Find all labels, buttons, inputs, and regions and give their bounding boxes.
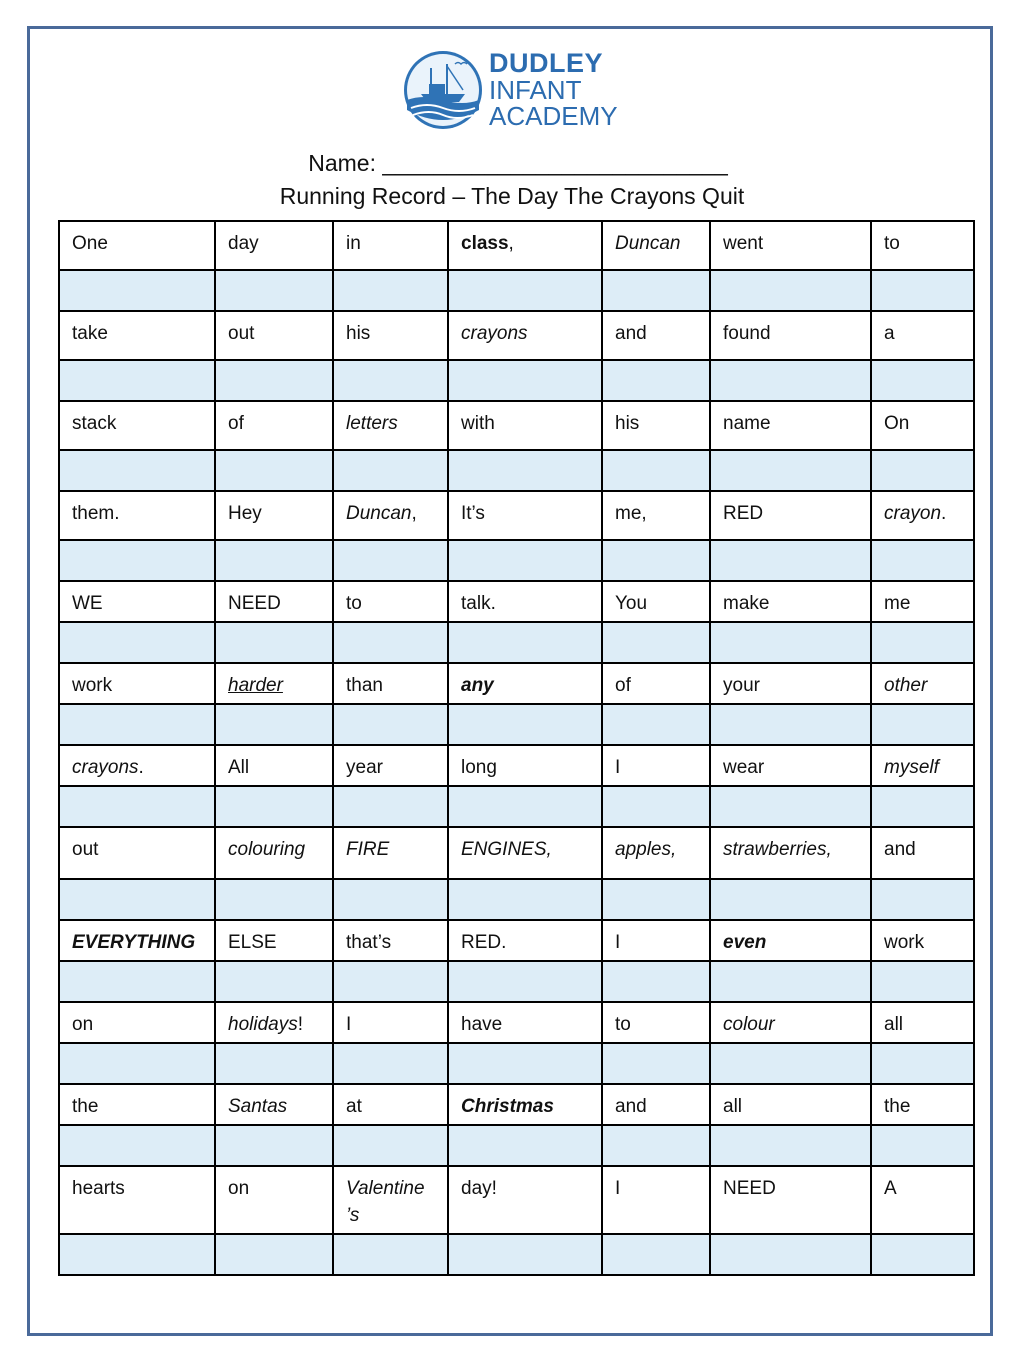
name-field-label: Name: ___________________________ — [308, 150, 728, 176]
word-text: FIRE — [346, 839, 390, 860]
recording-cell[interactable] — [215, 879, 333, 920]
word-cell — [215, 311, 333, 360]
word-text: that’s — [346, 932, 392, 953]
recording-cell[interactable] — [215, 1125, 333, 1166]
word-row — [59, 311, 974, 360]
recording-cell[interactable] — [59, 270, 215, 311]
word-text: holidays — [228, 1014, 298, 1035]
word-cell — [333, 920, 448, 961]
recording-cell[interactable] — [59, 1125, 215, 1166]
recording-cell[interactable] — [59, 786, 215, 827]
word-text: and — [615, 1096, 647, 1117]
recording-row — [59, 540, 974, 581]
word-cell — [333, 745, 448, 786]
word-cell — [215, 221, 333, 270]
word-text: went — [723, 233, 764, 254]
word-punctuation: ! — [297, 1014, 303, 1035]
word-row — [59, 827, 974, 879]
word-text: NEED — [723, 1178, 776, 1199]
word-cell — [59, 581, 215, 622]
word-text: the — [72, 1096, 99, 1117]
word-cell — [448, 1084, 602, 1125]
word-text: on — [228, 1178, 250, 1199]
recording-cell[interactable] — [448, 1043, 602, 1084]
recording-cell[interactable] — [59, 879, 215, 920]
word-cell — [448, 827, 602, 879]
logo-line-2: INFANT — [489, 75, 582, 105]
recording-cell[interactable] — [333, 961, 448, 1002]
recording-cell[interactable] — [215, 786, 333, 827]
word-cell — [871, 221, 974, 270]
recording-row — [59, 270, 974, 311]
recording-cell[interactable] — [448, 270, 602, 311]
recording-cell[interactable] — [710, 450, 871, 491]
word-text: at — [346, 1096, 362, 1117]
word-text: in — [346, 233, 361, 254]
word-row — [59, 581, 974, 622]
word-text: have — [461, 1014, 503, 1035]
page-title: Running Record – The Day The Crayons Quit — [279, 183, 745, 209]
recording-cell[interactable] — [215, 1234, 333, 1275]
word-text: on — [72, 1014, 94, 1035]
word-row — [59, 401, 974, 450]
word-text: I — [615, 1178, 621, 1199]
word-cell — [215, 920, 333, 961]
word-text: letters — [346, 413, 398, 434]
word-text: them. — [72, 503, 120, 524]
recording-row — [59, 360, 974, 401]
word-text: with — [461, 413, 495, 434]
recording-cell[interactable] — [215, 270, 333, 311]
word-row — [59, 1084, 974, 1125]
running-record-table — [58, 220, 975, 1276]
word-text: his — [615, 413, 640, 434]
word-text: WE — [72, 593, 103, 614]
word-text: I — [615, 932, 621, 953]
recording-cell[interactable] — [710, 622, 871, 663]
word-cell — [215, 1166, 333, 1234]
recording-cell[interactable] — [333, 270, 448, 311]
recording-cell[interactable] — [602, 450, 710, 491]
word-text: any — [461, 675, 494, 696]
word-text: out — [228, 323, 255, 344]
recording-cell[interactable] — [710, 879, 871, 920]
recording-cell[interactable] — [59, 1043, 215, 1084]
word-cell — [333, 221, 448, 270]
recording-cell[interactable] — [448, 704, 602, 745]
word-cell — [871, 663, 974, 704]
word-text: and — [884, 839, 916, 860]
word-cell — [59, 920, 215, 961]
word-cell — [602, 663, 710, 704]
word-text: make — [723, 593, 770, 614]
word-cell — [333, 827, 448, 879]
word-text: crayons — [461, 323, 528, 344]
logo-line-3: ACADEMY — [489, 101, 618, 131]
word-cell — [602, 221, 710, 270]
recording-cell[interactable] — [602, 879, 710, 920]
word-text: Duncan — [346, 503, 412, 524]
word-cell — [333, 1002, 448, 1043]
word-cell — [710, 1002, 871, 1043]
word-text: all — [723, 1096, 743, 1117]
recording-cell[interactable] — [871, 879, 974, 920]
word-row — [59, 221, 974, 270]
recording-row — [59, 1234, 974, 1275]
word-text: myself — [884, 757, 939, 778]
word-cell — [215, 745, 333, 786]
recording-row — [59, 1043, 974, 1084]
boat-emblem-icon — [403, 50, 483, 130]
recording-cell[interactable] — [602, 270, 710, 311]
word-cell — [710, 491, 871, 540]
word-cell — [602, 1002, 710, 1043]
recording-cell[interactable] — [215, 704, 333, 745]
word-text: all — [884, 1014, 904, 1035]
recording-cell[interactable] — [333, 360, 448, 401]
word-text: work — [884, 932, 925, 953]
word-text: day! — [461, 1178, 497, 1199]
recording-cell[interactable] — [215, 1043, 333, 1084]
recording-cell[interactable] — [871, 622, 974, 663]
recording-cell[interactable] — [710, 1043, 871, 1084]
word-text: to — [346, 593, 362, 614]
word-row — [59, 745, 974, 786]
word-cell — [59, 311, 215, 360]
word-text: A — [884, 1178, 897, 1199]
recording-cell[interactable] — [333, 1043, 448, 1084]
word-text: You — [615, 593, 648, 614]
recording-cell[interactable] — [333, 879, 448, 920]
recording-cell[interactable] — [59, 961, 215, 1002]
word-cell — [710, 581, 871, 622]
word-row — [59, 1166, 974, 1234]
word-cell — [59, 491, 215, 540]
recording-cell[interactable] — [871, 704, 974, 745]
word-cell — [59, 745, 215, 786]
word-cell — [59, 1084, 215, 1125]
recording-row — [59, 450, 974, 491]
word-cell — [602, 1084, 710, 1125]
recording-cell[interactable] — [710, 360, 871, 401]
word-cell — [602, 311, 710, 360]
recording-cell[interactable] — [871, 1125, 974, 1166]
recording-cell[interactable] — [59, 622, 215, 663]
word-cell — [215, 401, 333, 450]
recording-cell[interactable] — [59, 450, 215, 491]
word-text: than — [346, 675, 383, 696]
word-cell — [710, 827, 871, 879]
word-cell — [215, 581, 333, 622]
word-cell — [333, 1084, 448, 1125]
word-cell — [871, 401, 974, 450]
recording-cell[interactable] — [871, 540, 974, 581]
recording-cell[interactable] — [710, 704, 871, 745]
word-text: long — [461, 757, 497, 778]
word-text: of — [228, 413, 244, 434]
recording-cell[interactable] — [602, 1125, 710, 1166]
word-cell — [448, 491, 602, 540]
recording-cell[interactable] — [602, 1234, 710, 1275]
recording-cell[interactable] — [710, 1125, 871, 1166]
recording-row — [59, 879, 974, 920]
recording-cell[interactable] — [333, 450, 448, 491]
word-row — [59, 491, 974, 540]
word-cell — [871, 920, 974, 961]
recording-cell[interactable] — [602, 540, 710, 581]
recording-cell[interactable] — [448, 879, 602, 920]
word-cell — [871, 311, 974, 360]
word-cell — [215, 1084, 333, 1125]
recording-cell[interactable] — [333, 1234, 448, 1275]
word-cell — [59, 1166, 215, 1234]
recording-cell[interactable] — [215, 450, 333, 491]
word-text: One — [72, 233, 108, 254]
recording-cell[interactable] — [448, 1125, 602, 1166]
word-cell — [710, 401, 871, 450]
recording-row — [59, 704, 974, 745]
word-cell — [710, 221, 871, 270]
word-cell — [602, 491, 710, 540]
recording-cell[interactable] — [602, 961, 710, 1002]
recording-cell[interactable] — [602, 360, 710, 401]
recording-cell[interactable] — [333, 786, 448, 827]
word-text: All — [228, 757, 250, 778]
word-text: I — [346, 1014, 352, 1035]
word-cell — [710, 920, 871, 961]
word-text: wear — [723, 757, 765, 778]
word-text: ENGINES, — [461, 839, 552, 860]
recording-cell[interactable] — [871, 786, 974, 827]
school-logo — [403, 50, 623, 134]
recording-cell[interactable] — [59, 704, 215, 745]
word-row — [59, 920, 974, 961]
word-cell — [59, 1002, 215, 1043]
word-row — [59, 663, 974, 704]
word-cell — [448, 745, 602, 786]
word-text: out — [72, 839, 99, 860]
word-text: stack — [72, 413, 117, 434]
word-text: NEED — [228, 593, 281, 614]
word-text: colour — [723, 1014, 775, 1035]
word-text: year — [346, 757, 383, 778]
word-cell — [871, 827, 974, 879]
word-text: RED — [723, 503, 764, 524]
word-cell — [59, 401, 215, 450]
word-cell — [333, 311, 448, 360]
word-cell — [448, 581, 602, 622]
word-text: apples, — [615, 839, 677, 860]
word-punctuation: . — [138, 757, 144, 778]
recording-cell[interactable] — [871, 270, 974, 311]
recording-cell[interactable] — [602, 622, 710, 663]
word-punctuation: , — [508, 233, 514, 254]
recording-cell[interactable] — [710, 786, 871, 827]
recording-cell[interactable] — [333, 622, 448, 663]
word-text: of — [615, 675, 631, 696]
word-text: me — [884, 593, 911, 614]
recording-row — [59, 786, 974, 827]
recording-cell[interactable] — [710, 540, 871, 581]
recording-cell[interactable] — [59, 360, 215, 401]
word-punctuation: . — [941, 503, 947, 524]
word-cell — [710, 663, 871, 704]
word-cell — [871, 1002, 974, 1043]
recording-cell[interactable] — [448, 1234, 602, 1275]
word-text: other — [884, 675, 928, 696]
word-cell — [215, 827, 333, 879]
logo-line-1: DUDLEY — [489, 48, 604, 78]
word-cell — [710, 745, 871, 786]
word-cell — [602, 827, 710, 879]
recording-cell[interactable] — [59, 1234, 215, 1275]
recording-cell[interactable] — [448, 360, 602, 401]
word-text: It’s — [461, 503, 485, 524]
word-cell — [871, 581, 974, 622]
recording-cell[interactable] — [448, 961, 602, 1002]
word-cell — [448, 920, 602, 961]
recording-cell[interactable] — [871, 1043, 974, 1084]
recording-cell[interactable] — [871, 961, 974, 1002]
word-text: strawberries, — [723, 839, 832, 860]
word-cell — [602, 745, 710, 786]
recording-cell[interactable] — [215, 540, 333, 581]
word-cell — [333, 401, 448, 450]
word-cell — [602, 1166, 710, 1234]
word-text: to — [615, 1014, 631, 1035]
word-text: Hey — [228, 503, 262, 524]
word-cell — [333, 1166, 448, 1234]
recording-cell[interactable] — [871, 360, 974, 401]
word-cell — [448, 311, 602, 360]
recording-cell[interactable] — [710, 961, 871, 1002]
word-cell — [710, 1166, 871, 1234]
word-cell — [333, 491, 448, 540]
word-cell — [448, 1002, 602, 1043]
word-text: a — [884, 323, 895, 344]
recording-cell[interactable] — [448, 540, 602, 581]
recording-cell[interactable] — [215, 622, 333, 663]
recording-cell[interactable] — [448, 786, 602, 827]
word-text: talk. — [461, 593, 496, 614]
word-text: Christmas — [461, 1096, 554, 1117]
recording-row — [59, 622, 974, 663]
recording-cell[interactable] — [215, 360, 333, 401]
word-text: work — [72, 675, 113, 696]
word-cell — [448, 1166, 602, 1234]
recording-cell[interactable] — [602, 786, 710, 827]
recording-cell[interactable] — [710, 270, 871, 311]
word-cell — [710, 1084, 871, 1125]
recording-row — [59, 1125, 974, 1166]
recording-cell[interactable] — [602, 704, 710, 745]
word-text: the — [884, 1096, 911, 1117]
recording-cell[interactable] — [448, 450, 602, 491]
word-cell — [333, 663, 448, 704]
word-text: to — [884, 233, 900, 254]
word-row — [59, 1002, 974, 1043]
word-text: and — [615, 323, 647, 344]
word-punctuation: , — [411, 503, 417, 524]
recording-cell[interactable] — [710, 1234, 871, 1275]
recording-cell[interactable] — [448, 622, 602, 663]
school-name — [489, 50, 618, 129]
word-text: Santas — [228, 1096, 288, 1117]
word-text: RED. — [461, 932, 507, 953]
word-text: your — [723, 675, 760, 696]
word-text: On — [884, 413, 910, 434]
recording-cell[interactable] — [333, 1125, 448, 1166]
word-cell — [59, 827, 215, 879]
word-text: found — [723, 323, 771, 344]
word-cell — [602, 401, 710, 450]
word-text: I — [615, 757, 621, 778]
recording-row — [59, 961, 974, 1002]
word-cell — [448, 401, 602, 450]
word-cell — [448, 221, 602, 270]
word-cell — [871, 1166, 974, 1234]
word-cell — [448, 663, 602, 704]
word-text: ELSE — [228, 932, 277, 953]
word-cell — [602, 920, 710, 961]
word-text: his — [346, 323, 371, 344]
word-cell — [215, 1002, 333, 1043]
word-text: take — [72, 323, 108, 344]
recording-cell[interactable] — [602, 1043, 710, 1084]
word-text: EVERYTHING — [72, 932, 196, 953]
recording-cell[interactable] — [215, 961, 333, 1002]
word-cell — [333, 581, 448, 622]
word-text: even — [723, 932, 767, 953]
word-text: day — [228, 233, 259, 254]
word-cell — [871, 491, 974, 540]
word-text: crayons — [72, 757, 139, 778]
recording-cell[interactable] — [333, 704, 448, 745]
word-text: harder — [228, 675, 283, 696]
word-cell — [215, 491, 333, 540]
recording-cell[interactable] — [871, 450, 974, 491]
recording-cell[interactable] — [871, 1234, 974, 1275]
recording-cell[interactable] — [333, 540, 448, 581]
word-text: hearts — [72, 1178, 125, 1199]
word-text: crayon — [884, 503, 942, 524]
word-text: Duncan — [615, 233, 681, 254]
word-text: colouring — [228, 839, 306, 860]
word-cell — [871, 745, 974, 786]
word-cell — [602, 581, 710, 622]
word-cell — [871, 1084, 974, 1125]
word-cell — [59, 663, 215, 704]
word-cell — [59, 221, 215, 270]
word-cell — [710, 311, 871, 360]
word-text: me, — [615, 503, 647, 524]
word-text: class — [461, 233, 509, 254]
word-cell — [215, 663, 333, 704]
word-text: Valentine ’s — [346, 1178, 425, 1226]
recording-cell[interactable] — [59, 540, 215, 581]
word-text: name — [723, 413, 771, 434]
